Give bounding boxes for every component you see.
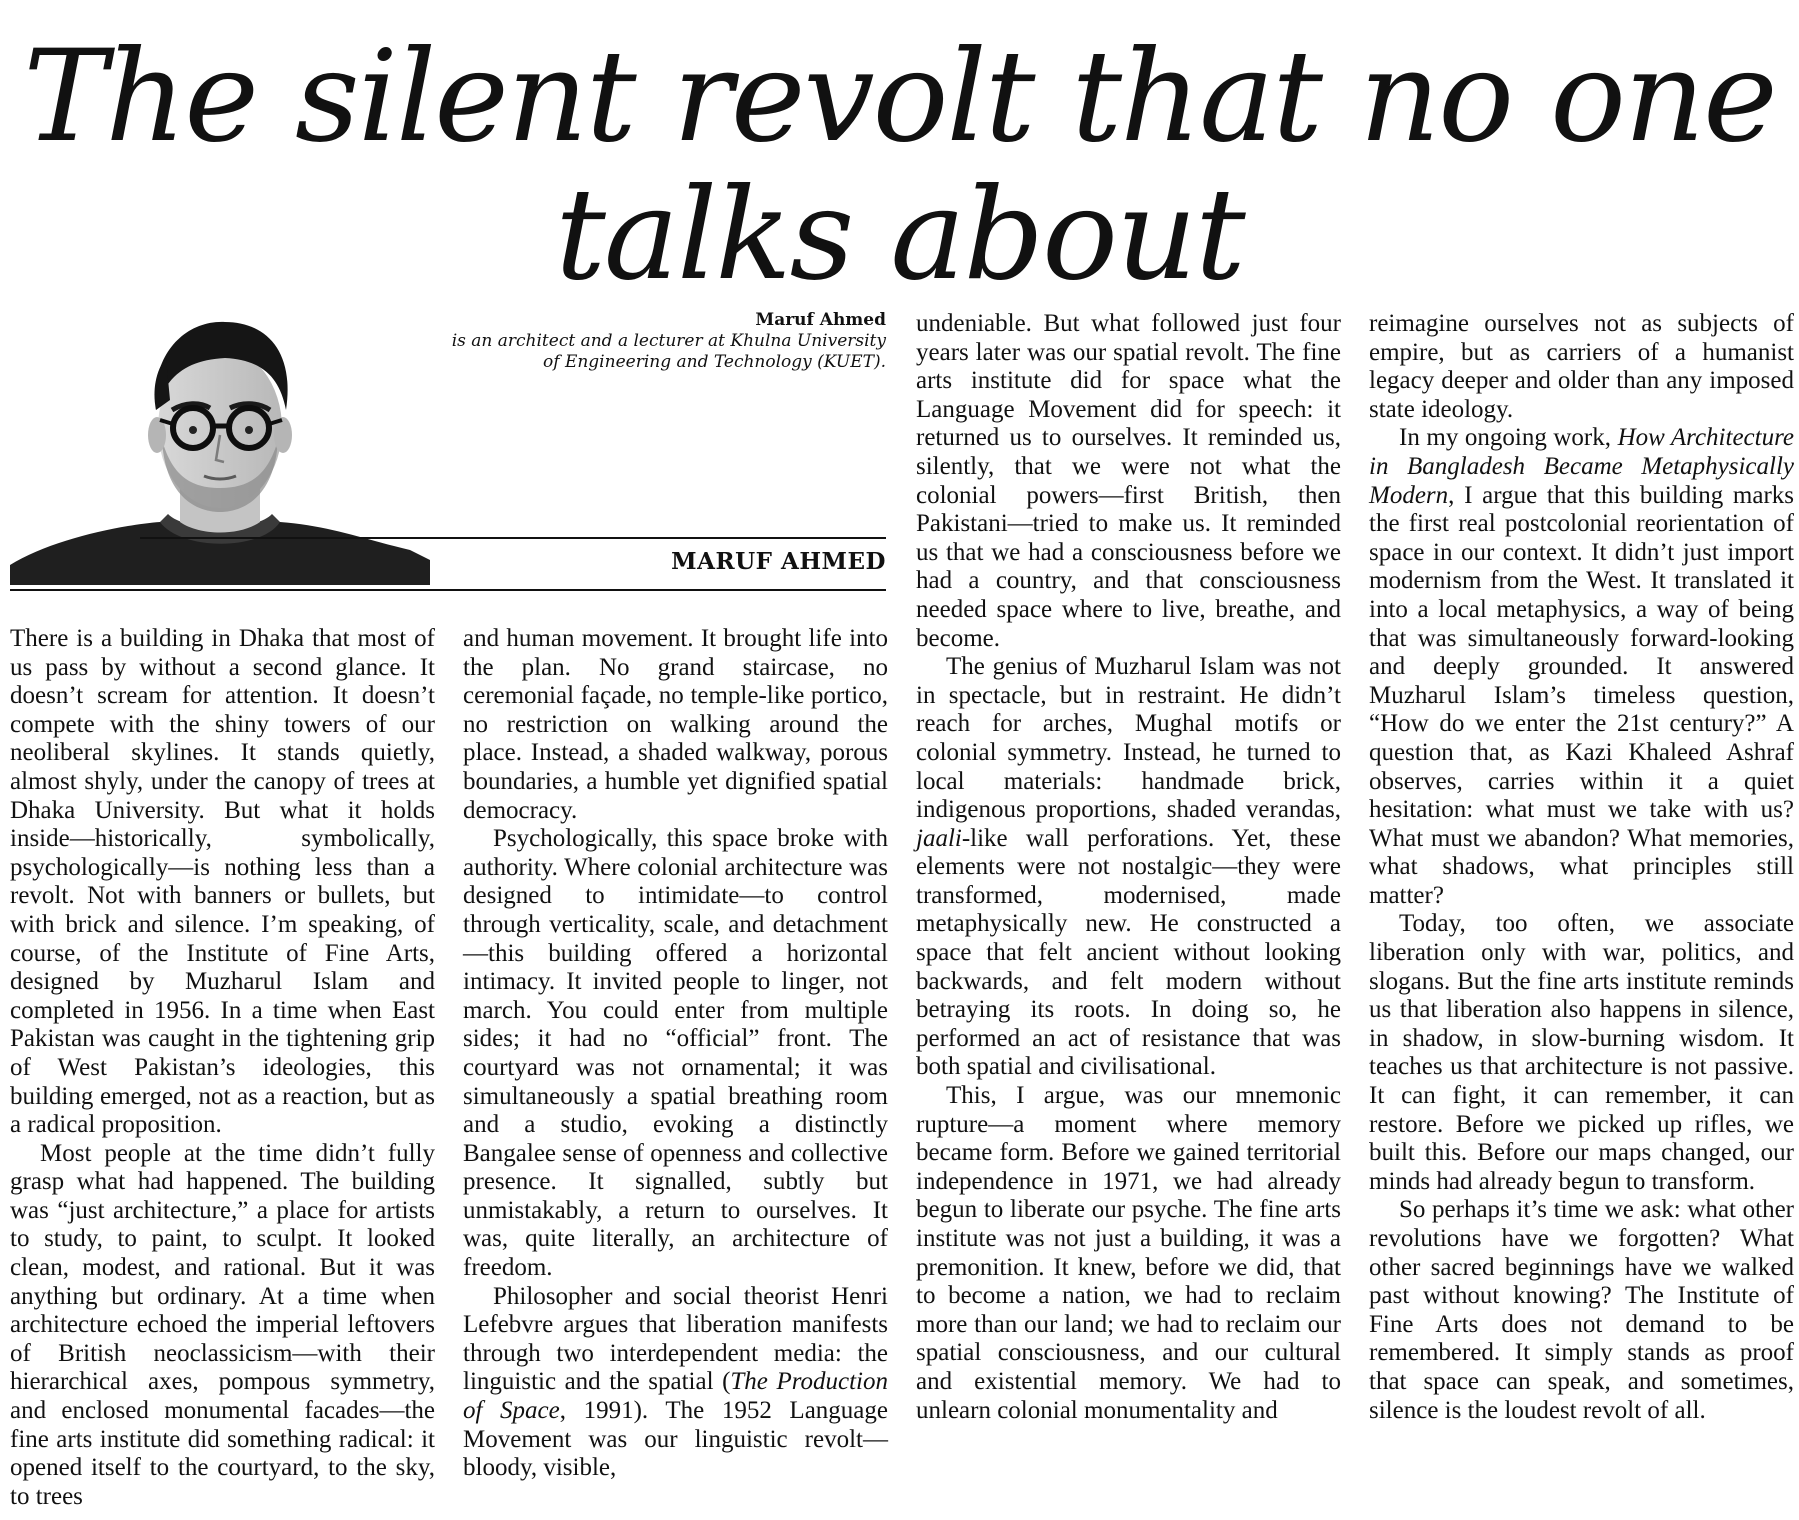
italic-term: jaali [916,824,962,852]
byline-author: MARUF AHMED [671,548,886,575]
byline-description: is an architect and a lecturer at Khulna University of Engineering and Technology (KUET). [451,331,886,372]
text-span: The genius of Muzharul Islam was not in spectacle, but in restraint. He didn’t reach for arches, Mughal motifs or colonial symmetry. Instead, he turned to local materials: handmade brick, indigenous proportions, shaded verandas, [916,653,1341,824]
article-paragraph [916,653,1341,1082]
book-title: The Production of Space [463,1368,888,1425]
article-column-4 [1369,310,1794,1425]
article-paragraph: Today, too often, we associate liberation only with war, politics, and slogans. But the fine arts institute reminds us that liberation also happens in silence, in shadow, in slow-burning wisdom. It teaches us that architecture is not passive. It can fight, it can remember, it can restore. Before we picked up rifles, we built this. Before our maps changed, our minds had already begun to transform. [1369,910,1794,1195]
text-span: -like wall perforations. Yet, these elements were not nostalgic—they were transformed, modernised, made metaphysically new. He constructed a space that felt ancient without looking backwards, and felt modern without betraying its roots. In doing so, he performed an act of resistance that was both spatial and civilisational. [916,824,1341,1081]
article-paragraph [1369,424,1794,910]
article-column-1 [10,625,435,1511]
section-divider [10,589,886,591]
article-paragraph: So perhaps it’s time we ask: what other revolutions have we forgotten? What other sacred beginnings have we walked past without knowing? The Institute of Fine Arts does not demand to be remembered. It simply stands as proof that space can speak, and sometimes, silence is the loudest revolt of all. [1369,1196,1794,1424]
article-paragraph: and human movement. It brought life into the plan. No grand staircase, no ceremonial façade, no temple-like portico, no restriction on walking around the place. Instead, a shaded walkway, porous boundaries, a humble yet dignified spatial democracy. [463,625,888,824]
article-paragraph: undeniable. But what followed just four years later was our spatial revolt. The fine arts institute did for space what the Language Movement did for speech: it returned us to ourselves. It reminded us, silently, that we were not what the colonial powers—first British, then Pakistani—tried to make us. It reminded us that we had a consciousness before we had a country, and that consciousness needed space where to live, breathe, and become. [916,310,1341,652]
article-column-3 [916,310,1341,1425]
byline-box [440,310,886,373]
article-paragraph: There is a building in Dhaka that most of us pass by without a second glance. It doesn’t scream for attention. It doesn’t compete with the shiny towers of our neoliberal skylines. It stands quietly, almost shyly, under the canopy of trees at Dhaka University. But what it holds inside—historically, symbolically, psychologically—is nothing less than a revolt. Not with banners or bullets, but with brick and silence. I’m speaking, of course, of the Institute of Fine Arts, designed by Muzharul Islam and completed in 1956. In a time when East Pakistan was caught in the tightening grip of West Pakistan’s ideologies, this building emerged, not as a reaction, but as a radical proposition. [10,625,435,1139]
text-span: Philosopher and social theorist Henri Lefebvre argues that liberation manifests through two interdependent media: the linguistic and the spatial ( [463,1282,888,1396]
book-title: How Architecture in Bangladesh Became Metaphysically Modern [1369,424,1794,509]
article-paragraph [463,1283,888,1483]
text-span: , 1991). The 1952 Language Movement was our linguistic revolt—bloody, visible, [463,1397,888,1482]
article-paragraph: Most people at the time didn’t fully grasp what had happened. The building was “just architecture,” a place for artists to study, to paint, to sculpt. It looked clean, modest, and rational. But it was anything but ordinary. At a time when architecture echoed the imperial leftovers of British neoclassicism—with their hierarchical axes, pompous symmetry, and enclosed monumental facades—the fine arts institute did something radical: it opened itself to the courtyard, to the sky, to trees [10,1139,435,1510]
author-portrait-icon [10,300,430,585]
text-span: , I argue that this building marks the first real postcolonial reorientation of space in our context. It didn’t just import modernism from the West. It translated it into a local metaphysics, a way of being that was simultaneously forward-looking and deeply grounded. It answered Muzharul Islam’s timeless question, “How do we enter the 21st century?” A question that, as Kazi Khaleed Ashraf observes, carries within it a quiet hesitation: what must we take with us? What must we abandon? What memories, what shadows, what principles still matter? [1369,481,1794,909]
article-paragraph: reimagine ourselves not as subjects of empire, but as carriers of a humanist legacy deeper and older than any imposed state ideology. [1369,310,1794,423]
text-span: In my ongoing work, [1399,424,1618,452]
article-column-2 [463,625,888,1483]
article-paragraph: Psychologically, this space broke with authority. Where colonial architecture was designed to intimidate—to control through verticality, scale, and detachment—this building offered a horizontal intimacy. It invited people to linger, not march. You could enter from multiple sides; it had no “official” front. The courtyard was not ornamental; it was simultaneously a spatial breathing room and a studio, evoking a distinctly Bangalee sense of openness and collective presence. It signalled, subtly but unmistakably, a return to ourselves. It was, quite literally, an architecture of freedom. [463,825,888,1282]
author-photo [10,300,430,585]
byline-name: Maruf Ahmed [755,310,886,330]
byline-divider [140,537,886,539]
article-paragraph: This, I argue, was our mnemonic rupture—a moment where memory became form. Before we gained territorial independence in 1971, we had already begun to liberate our psyche. The fine arts institute was not just a building, it was a premonition. It knew, before we did, that to become a nation, we had to reclaim more than our land; we had to reclaim our spatial consciousness, and our cultural and existential memory. We had to unlearn colonial monumentality and [916,1082,1341,1424]
headline: The silent revolt that no one talks about [23,23,1776,308]
